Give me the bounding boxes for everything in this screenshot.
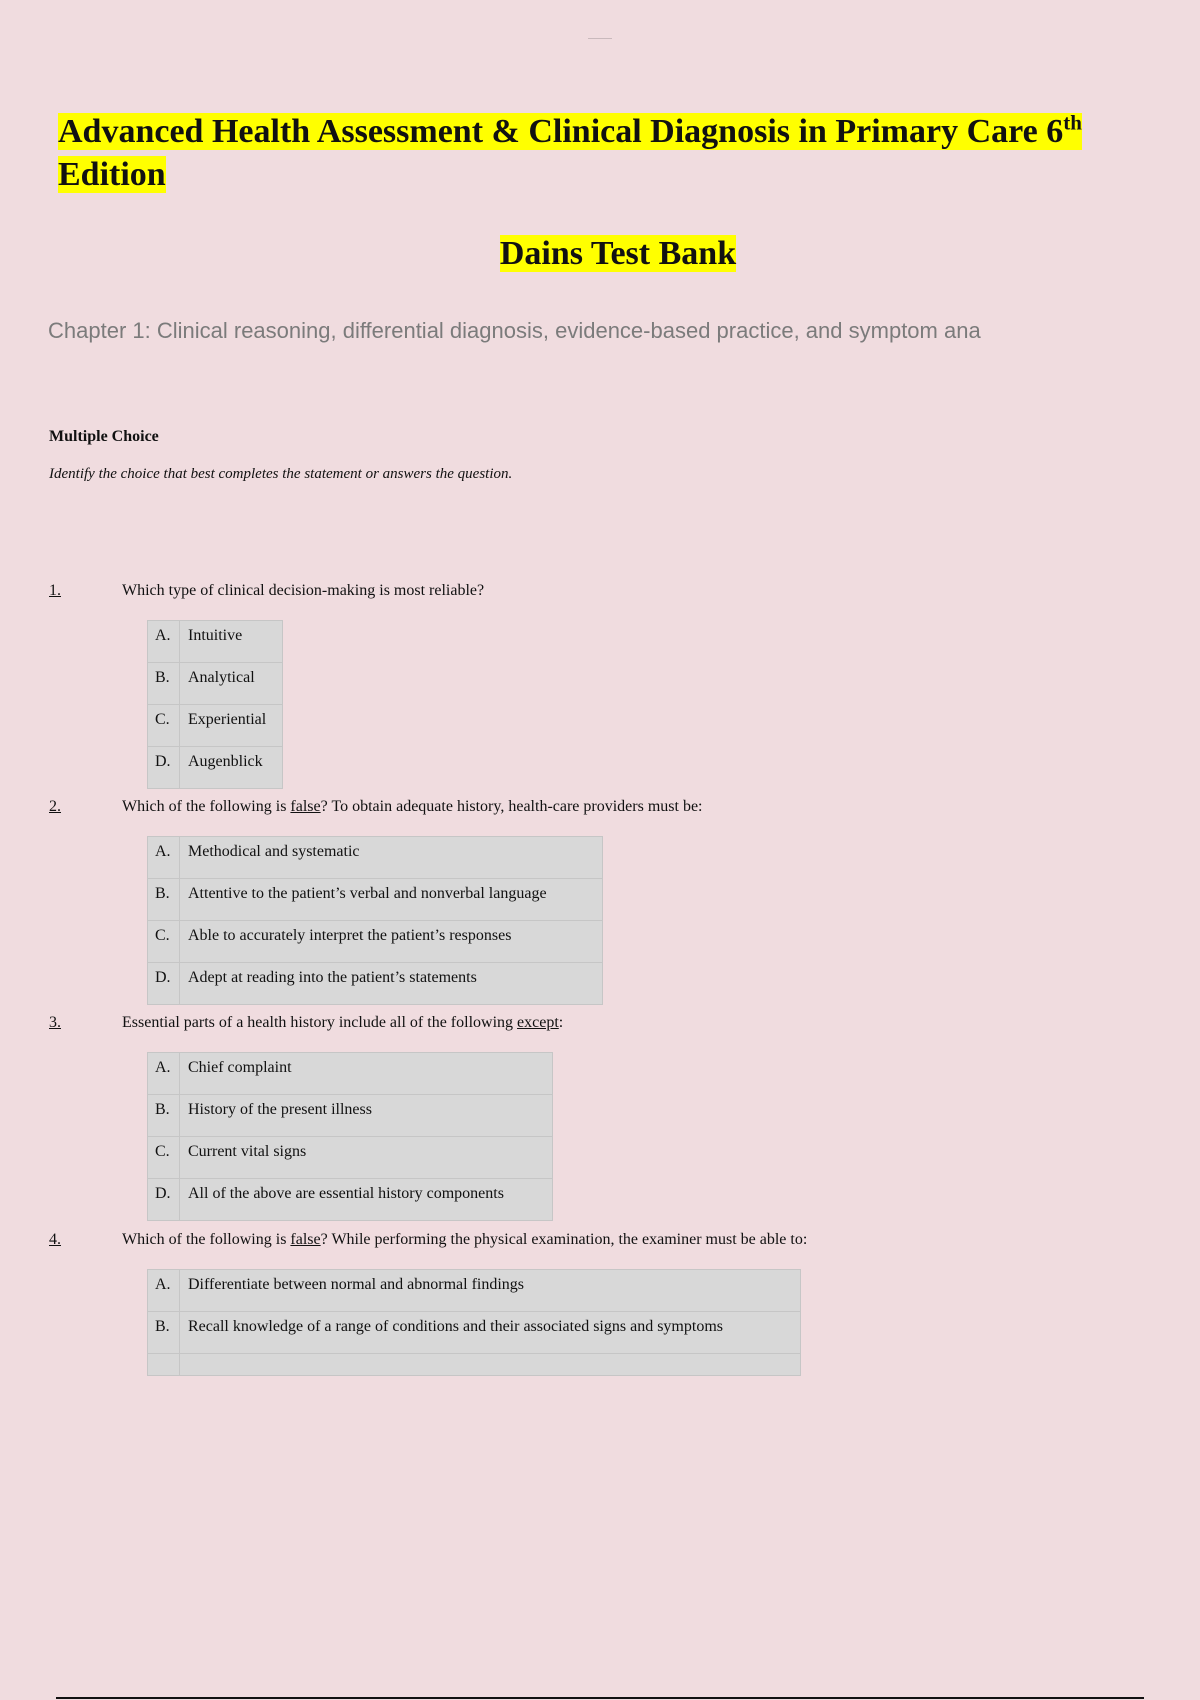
option-text: Intuitive [180,621,283,663]
option-row[interactable] [148,1179,553,1221]
option-row[interactable] [148,1312,801,1354]
document-title [58,110,1158,196]
title-main-text: Advanced Health Assessment & Clinical Diagnosis in Primary Care 6 [58,113,1064,150]
section-title: Multiple Choice [49,428,159,445]
option-text: History of the present illness [180,1095,553,1137]
option-text: Able to accurately interpret the patient’s responses [180,921,603,963]
option-letter: C. [148,705,180,747]
option-row-spacer [148,1354,801,1376]
option-text: Differentiate between normal and abnormal findings [180,1270,801,1312]
options-table [147,836,603,1005]
option-row[interactable] [148,1270,801,1312]
question-number: 3. [49,1014,61,1031]
option-row[interactable] [148,963,603,1005]
question-text [122,1231,807,1249]
option-letter: A. [148,1053,180,1095]
option-letter: B. [148,663,180,705]
question-number: 4. [49,1231,61,1248]
option-text: Methodical and systematic [180,837,603,879]
question-text-part: Which type of clinical decision-making is most reliable? [122,582,485,599]
option-text: Experiential [180,705,283,747]
document-subtitle [0,232,1200,276]
option-letter: B. [148,879,180,921]
question-text-part: Which of the following is [122,798,291,815]
option-letter: B. [148,1095,180,1137]
option-row[interactable] [148,879,603,921]
option-row[interactable] [148,837,603,879]
options-table [147,1269,801,1376]
question-text-part: Which of the following is [122,1231,291,1248]
question-text-part: ? While performing the physical examination, the examiner must be able to: [320,1231,808,1248]
question-emphasis: except [517,1014,559,1031]
instructions: Identify the choice that best completes the statement or answers the question. [49,466,513,482]
option-text-empty [180,1354,801,1376]
option-text: Attentive to the patient’s verbal and nonverbal language [180,879,603,921]
option-row[interactable] [148,1137,553,1179]
option-text: All of the above are essential history components [180,1179,553,1221]
option-letter: D. [148,963,180,1005]
option-letter: A. [148,837,180,879]
option-letter: C. [148,921,180,963]
option-row[interactable] [148,1095,553,1137]
options-table [147,1052,553,1221]
question-text-part: ? To obtain adequate history, health-care providers must be: [320,798,703,815]
option-letter: D. [148,1179,180,1221]
title-superscript: th [1063,110,1082,135]
option-text: Current vital signs [180,1137,553,1179]
option-letter: A. [148,621,180,663]
question-number: 1. [49,582,61,599]
title-line-2: Edition [58,156,166,193]
question-text-part: : [558,1014,564,1031]
option-text: Analytical [180,663,283,705]
option-text: Augenblick [180,747,283,789]
question-text [122,798,703,816]
option-row[interactable] [148,663,283,705]
option-row[interactable] [148,705,283,747]
option-text: Recall knowledge of a range of conditions and their associated signs and symptoms [180,1312,801,1354]
option-letter: D. [148,747,180,789]
question-number: 2. [49,798,61,815]
option-letter: C. [148,1137,180,1179]
option-row[interactable] [148,621,283,663]
question-emphasis: false [290,1231,321,1248]
option-row[interactable] [148,1053,553,1095]
option-row[interactable] [148,921,603,963]
question-text-part: Essential parts of a health history include all of the following [122,1014,518,1031]
question-emphasis: false [290,798,321,815]
question-text [122,1014,563,1032]
options-table [147,620,283,789]
option-text: Chief complaint [180,1053,553,1095]
header-mark [588,38,612,39]
option-text: Adept at reading into the patient’s statements [180,963,603,1005]
question-text [122,582,484,600]
subtitle-text: Dains Test Bank [499,235,737,272]
chapter-heading: Chapter 1: Clinical reasoning, differential diagnosis, evidence-based practice, and symptom ana [48,318,981,343]
option-row[interactable] [148,747,283,789]
option-letter-empty [148,1354,180,1376]
option-letter: A. [148,1270,180,1312]
footer-rule [56,1697,1144,1699]
option-letter: B. [148,1312,180,1354]
